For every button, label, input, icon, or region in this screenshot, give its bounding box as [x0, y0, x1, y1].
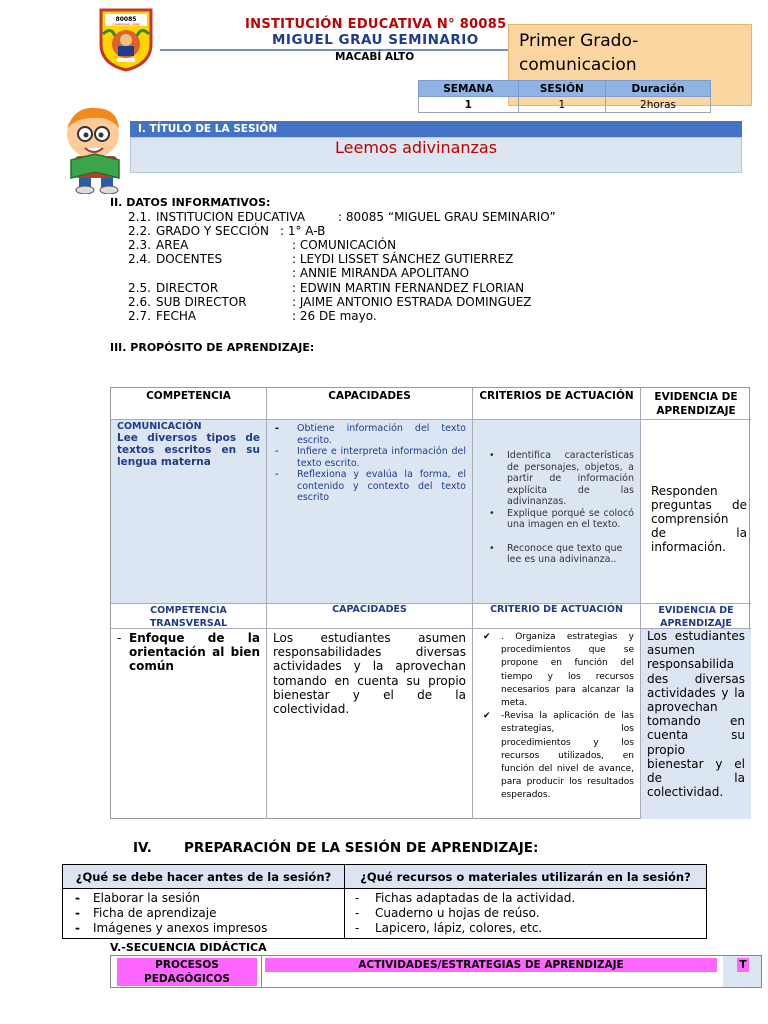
school-crest-logo	[97, 6, 155, 72]
datos-num: 2.6.	[128, 295, 151, 309]
capacidad-transversal-cell	[267, 629, 473, 819]
enfoque-text: - Enfoque de la orientación al bien común	[117, 631, 260, 673]
datos-value: : 80085 “MIGUEL GRAU SEMINARIO”	[338, 210, 556, 224]
competencia-header: COMPETENCIA	[111, 388, 267, 420]
procesos-header: PROCESOS PEDAGÓGICOS	[117, 958, 257, 986]
datos-heading: II. DATOS INFORMATIVOS:	[110, 196, 271, 209]
criterio-item: • Explique porqué se colocó una imagen en el texto.	[489, 507, 634, 530]
criterio-item: • Reconoce que texto que lee es una adivinanza..	[489, 542, 623, 565]
criterio-header-2: CRITERIO DE ACTUACIÓN	[473, 604, 641, 629]
grade-line-1: Primer Grado-	[519, 31, 639, 51]
recursos-item: - Lapicero, lápiz, colores, etc.	[355, 921, 543, 935]
datos-label: SUB DIRECTOR	[156, 295, 247, 309]
preparacion-table	[62, 864, 707, 939]
datos-value: : ANNIE MIRANDA APOLITANO	[292, 266, 470, 280]
recursos-item: - Fichas adaptadas de la actividad.	[355, 891, 576, 905]
datos-num: 2.3.	[128, 238, 151, 252]
enfoque-cell	[111, 629, 267, 819]
antes-item: - Imágenes y anexos impresos	[75, 921, 268, 935]
recursos-list	[345, 889, 707, 939]
recursos-header: ¿Qué recursos o materiales utilizarán en la sesión?	[345, 865, 707, 889]
evidencia-2-cell	[641, 629, 751, 819]
svg-text:CAMPESINO LIBRE: CAMPESINO LIBRE	[112, 22, 140, 27]
session-title-label: I. TÍTULO DE LA SESIÓN	[130, 121, 742, 137]
antes-item: - Ficha de aprendizaje	[75, 906, 217, 920]
datos-label: DOCENTES	[156, 252, 223, 266]
datos-value: : JAIME ANTONIO ESTRADA DOMINGUEZ	[292, 295, 532, 309]
evidencia-cell	[641, 420, 751, 604]
datos-label: AREA	[156, 238, 189, 252]
sesion-value: 1	[518, 97, 605, 113]
criterios-2-cell	[473, 629, 641, 819]
proposito-heading: III. PROPÓSITO DE APRENDIZAJE:	[110, 341, 315, 354]
svg-text:80085: 80085	[115, 16, 137, 23]
duracion-value: 2horas	[606, 97, 711, 113]
datos-value: : 26 DE mayo.	[292, 309, 377, 323]
criterio-item: • Identifica características de personajes, objetos, a partir de información explícita de las adivinanzas.	[489, 450, 634, 507]
criterios-header: CRITERIOS DE ACTUACIÓN	[473, 388, 641, 420]
datos-label: DIRECTOR	[156, 281, 219, 295]
area-label: COMUNICACIÓN	[117, 421, 202, 432]
datos-value: : COMUNICACIÓN	[292, 238, 397, 252]
recursos-item: - Cuaderno u hojas de reúso.	[355, 906, 540, 920]
grade-line-2: comunicacion	[519, 55, 637, 75]
evidencia-2-text: Los estudiantes asumen responsabilida des diversas actividades y la aprovechan tomando en cuenta su propio bienestar y el de la colectividad.	[647, 629, 745, 800]
seq-divider	[261, 956, 262, 987]
evidencia-text: Responden preguntas de comprensión de la información.	[651, 484, 747, 554]
evidencia-header: EVIDENCIA DE APRENDIZAJE	[641, 388, 751, 420]
preparacion-heading	[133, 840, 539, 856]
datos-num: 2.4.	[128, 252, 151, 266]
preparacion-num: IV.	[133, 840, 152, 856]
duracion-header: Duración	[606, 81, 711, 97]
datos-label: FECHA	[156, 309, 197, 323]
session-title: Leemos adivinanzas	[335, 138, 498, 157]
datos-num: 2.2.	[128, 224, 151, 238]
actividades-header: ACTIVIDADES/ESTRATEGIAS DE APRENDIZAJE	[265, 958, 717, 972]
school-name: MIGUEL GRAU SEMINARIO	[272, 32, 479, 48]
competency-table	[110, 387, 750, 819]
criterio-2-item: ✔ -Revisa la aplicación de las estrategias, los procedimientos y los recursos utilizados, en función del nivel de avance, para producir los resultados esperados.	[483, 711, 634, 801]
datos-num: 2.5.	[128, 281, 151, 295]
capacidades-header: CAPACIDADES	[267, 388, 473, 420]
capacidades-header-2: CAPACIDADES	[267, 604, 473, 629]
datos-value: : EDWIN MARTIN FERNANDEZ FLORIAN	[292, 281, 525, 295]
check-icon: ✔	[483, 632, 491, 642]
secuencia-table	[110, 955, 762, 988]
competencia-text: Lee diversos tipos de textos escritos en su lengua materna	[117, 432, 260, 468]
datos-num: 2.1.	[128, 210, 151, 224]
sesion-header: SESIÓN	[518, 81, 605, 97]
check-icon: ✔	[483, 711, 491, 722]
competencia-cell	[111, 420, 267, 604]
criterio-2-item: ✔ . Organiza estrategias y procedimientos que se propone en función del tiempo y los recursos necesarios para alcanzar la meta.	[483, 632, 634, 709]
antes-list	[63, 889, 345, 939]
semana-header: SEMANA	[419, 81, 519, 97]
antes-header: ¿Qué se debe hacer antes de la sesión?	[63, 865, 345, 889]
datos-value: : LEYDI LISSET SÁNCHEZ GUTIERREZ	[292, 252, 514, 266]
tiempo-header: T	[737, 958, 749, 972]
evidencia-header-2: EVIDENCIA DE APRENDIZAJE	[641, 604, 751, 629]
capacidad-item: - Obtiene información del texto escrito.	[275, 423, 466, 446]
capacidades-cell	[267, 420, 473, 604]
competencia-transversal-header: COMPETENCIA TRANSVERSAL	[111, 604, 267, 629]
datos-label: GRADO Y SECCIÓN	[156, 224, 269, 238]
criterios-cell	[473, 420, 641, 604]
capacidad-transversal-text: Los estudiantes asumen responsabilidades diversas actividades y la aprovechan tomando en cuenta su propio bienestar y el de la colectividad.	[273, 631, 466, 717]
school-location: MACABÍ ALTO	[335, 51, 415, 63]
session-info-table	[418, 80, 711, 113]
capacidad-item: - Reflexiona y evalúa la forma, el contenido y contexto del texto escrito	[275, 469, 466, 503]
preparacion-title: PREPARACIÓN DE LA SESIÓN DE APRENDIZAJE:	[184, 840, 539, 856]
antes-item: - Elaborar la sesión	[75, 891, 200, 905]
semana-value: 1	[419, 97, 519, 113]
datos-value: : 1° A-B	[280, 224, 326, 238]
secuencia-heading: V.-SECUENCIA DIDÁCTICA	[110, 941, 267, 954]
institution-name: INSTITUCIÓN EDUCATIVA N° 80085	[245, 17, 507, 32]
datos-label: INSTITUCION EDUCATIVA	[156, 210, 306, 224]
datos-num: 2.7.	[128, 309, 151, 323]
capacidad-item: - Infiere e interpreta información del texto escrito.	[275, 446, 466, 469]
